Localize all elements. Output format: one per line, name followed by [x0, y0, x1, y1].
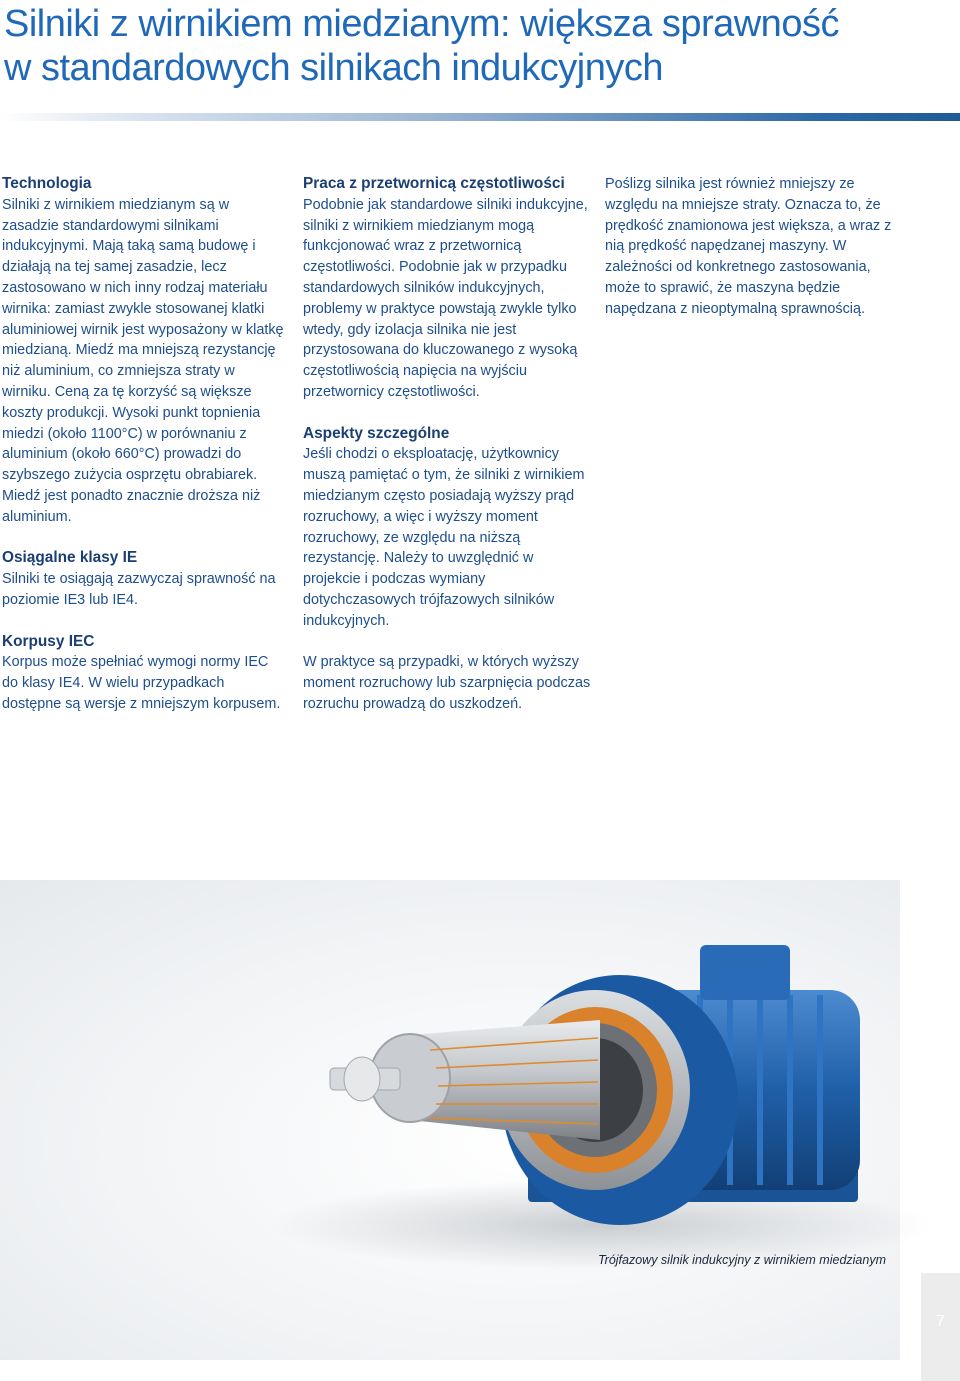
heading-ie-classes: Osiągalne klasy IE: [2, 549, 138, 567]
paragraph-inverter-operation: Podobnie jak standardowe silniki indukcyjne, silniki z wirnikiem miedzianym mogą funkcjonować wraz z przetwornicą częstotliwości. Podobnie jak w przypadku standardowych silników indukcyjnych, problemy w praktyce powstają zwykle tylko wtedy, gdy izolacja silnika nie jest przystosowana do kluczowanego z wysoką częstotliwością napięcia na wyjściu przetwornicy częstotliwości.: [303, 196, 588, 400]
paragraph-iec-frames: Korpus może spełniać wymogi normy IEC do klasy IE4. W wielu przypadkach dostępne są wersje z mniejszym korpusem.: [2, 654, 281, 712]
figure-caption: Trójfazowy silnik indukcyjny z wirnikiem miedzianym: [597, 1253, 886, 1267]
heading-iec-frames: Korpusy IEC: [2, 632, 95, 650]
paragraph-technology: Silniki z wirnikiem miedzianym są w zasadzie standardowymi silnikami indukcyjnymi. Mają taką samą budowę i działają na tej samej zasadzie, lecz zastosowano w nich inny rodzaj materiału wirnika: zamiast zwykle stosowanej klatki aluminiowej wirnik jest wyposażony w klatkę miedzianą. Miedź ma mniejszą rezystancję niż aluminium, co zmniejsza straty w wirniku. Ceną za tę korzyść są większe koszty produkcji. Wysoki punkt topnienia miedzi (około 1100°C) w porównaniu z aluminium (około 660°C) prowadzi do szybszego zużycia osprzętu obrabiarek. Miedź jest ponadto znacznie droższa niż aluminium.: [2, 196, 284, 525]
paragraph-slip: Poślizg silnika jest również mniejszy ze względu na mniejsze straty. Oznacza to, że prędkość znamionowa jest większa, a wraz z nią prędkość napędzanej maszyny. W zależności od konkretnego zastosowania, może to sprawić, że maszyna będzie napędzana z nieoptymalną sprawnością.: [605, 176, 892, 317]
heading-inverter-operation: Praca z przetwornicą częstotliwości: [303, 175, 565, 192]
page-number: 7: [936, 1313, 945, 1330]
page-title-line-1: Silniki z wirnikiem miedzianym: większa sprawność: [4, 3, 839, 45]
paragraph-ie-classes: Silniki te osiągają zazwyczaj sprawność na poziomie IE3 lub IE4.: [2, 571, 276, 608]
heading-technology: Technologia: [2, 175, 92, 192]
terminal-box: [700, 945, 790, 1000]
paragraph-starting-torque: W praktyce są przypadki, w których wyższy moment rozruchowy lub szarpnięcia podczas rozruchu prowadzą do uszkodzeń.: [303, 654, 591, 712]
heading-special-aspects: Aspekty szczególne: [303, 424, 450, 442]
page-title-line-2: w standardowych silnikach indukcyjnych: [4, 47, 663, 89]
copper-rotor: [330, 1020, 600, 1140]
page-number-tab: [921, 1273, 960, 1381]
paragraph-special-aspects: Jeśli chodzi o eksploatację, użytkownicy muszą pamiętać o tym, że silniki z wirnikiem miedzianym często posiadają wyższy prąd rozruchowy, a więc i wyższy moment rozruchowy, ze względu na niższą rezystancję. Należy to uwzględnić w projekcie i podczas wymiany dotychczasowych trójfazowych silników indukcyjnych.: [303, 446, 585, 629]
